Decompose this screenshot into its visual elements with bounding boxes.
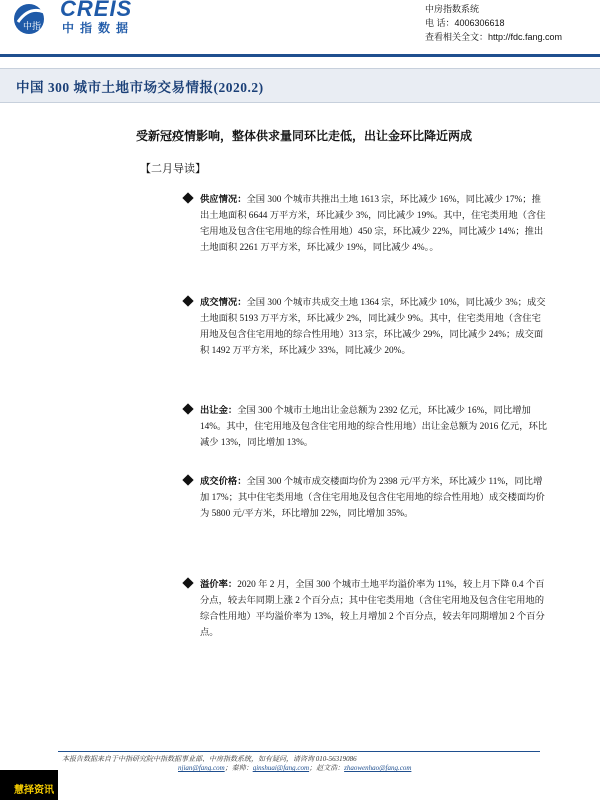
section-text: 全国 300 个城市土地出让金总额为 2392 亿元，环比减少 16%，同比增加 14%。其中，住宅用地及包含住宅用地的综合性用地）出让金总额为 2016 亿元，环比减少 13%，同比增加 13%。 [200,406,548,448]
bullet-diamond-icon [182,577,193,588]
logo-cn: 中指数据 [62,21,135,35]
system-name: 中房指数系统 [425,4,480,14]
contact-block [425,0,562,44]
section-text: 全国 300 个城市共成交土地 1364 宗，环比减少 10%，同比减少 3%；成交土地面积 5193 万平方米，环比减少 2%，同比减少 9%。其中，住宅类用地（含住宅用地及包含住宅用地的综合性用地）313 宗，环比减少 29%，同比减少 24%；成交面积 1492 万平方米，环比减少 33%，同比减少 20%。 [200,298,546,356]
email-link[interactable]: njian@fang.com [178,764,225,772]
section-label: 出让金： [200,406,238,416]
section-supply [200,192,548,256]
logo-mark-icon [12,2,50,36]
section-label: 供应情况： [200,195,247,205]
footer-line-1: 本报告数据来自于中指研究院中指数据事业部、中房指数系统，如有疑问，请咨询 010-56319086 [62,755,357,763]
section-label: 溢价率： [200,580,238,590]
svg-text:中指: 中指 [23,21,42,31]
guide-heading: 【二月导读】 [140,163,206,175]
bullet-diamond-icon [182,403,193,414]
email-link[interactable]: qinshuai@fang.com [252,764,310,772]
section-text: 2020 年 2 月，全国 300 个城市土地平均溢价率为 11%，较上月下降 0.4 个百分点，较去年同期上涨 2 个百分点；其中住宅类用地（含住宅用地及包含住宅用地的综合性用地）平均溢价率为 13%，较上月增加 2 个百分点，较去年同期增加 2 个百分点。 [200,580,545,638]
fulltext-link[interactable]: 查看相关全文：http://fdc.fang.com [425,32,563,42]
logo-word: CREIS [60,0,133,21]
phone: 电 话：4006306618 [425,18,505,28]
bullet-diamond-icon [182,295,193,306]
section-premium [200,577,548,641]
section-text: 全国 300 个城市共推出土地 1613 宗，环比减少 16%，同比减少 17%；推出土地面积 6644 万平方米，环比减少 3%，同比减少 19%。其中，住宅类用地（含住宅用地及包含住宅用地的综合性用地）450 宗，环比减少 22%，同比减少 14%；推出土地面积 2261 万平方米，环比减少 19%，同比减少 4%。。 [200,195,546,253]
footer-line-2: njian@fang.com；秦帅：qinshuai@fang.com；赵文浩：zhaowenhao@fang.com [178,764,412,772]
email-link[interactable]: zhaowenhao@fang.com [344,764,412,772]
logo [12,2,152,40]
footer-rule [58,751,540,752]
bullet-diamond-icon [182,192,193,203]
top-rule [0,54,600,57]
bullet-diamond-icon [182,474,193,485]
section-label: 成交情况： [200,298,247,308]
section-text: 全国 300 个城市成交楼面均价为 2398 元/平方米，环比减少 11%，同比增加 17%；其中住宅类用地（含住宅用地及包含住宅用地的综合性用地）成交楼面均价为 5800 元/平方米，环比增加 22%，同比增加 35%。 [200,477,545,519]
section-deals [200,295,548,359]
footer-notes [62,755,411,773]
watermark-label: 慧择资讯 [14,785,54,796]
headline: 受新冠疫情影响，整体供求量同环比走低，出让金环比降近两成 [136,129,473,143]
report-title: 中国 300 城市土地市场交易情报(2020.2) [16,80,264,95]
section-price [200,474,548,522]
section-transfer-fee [200,403,548,451]
section-label: 成交价格： [200,477,247,487]
